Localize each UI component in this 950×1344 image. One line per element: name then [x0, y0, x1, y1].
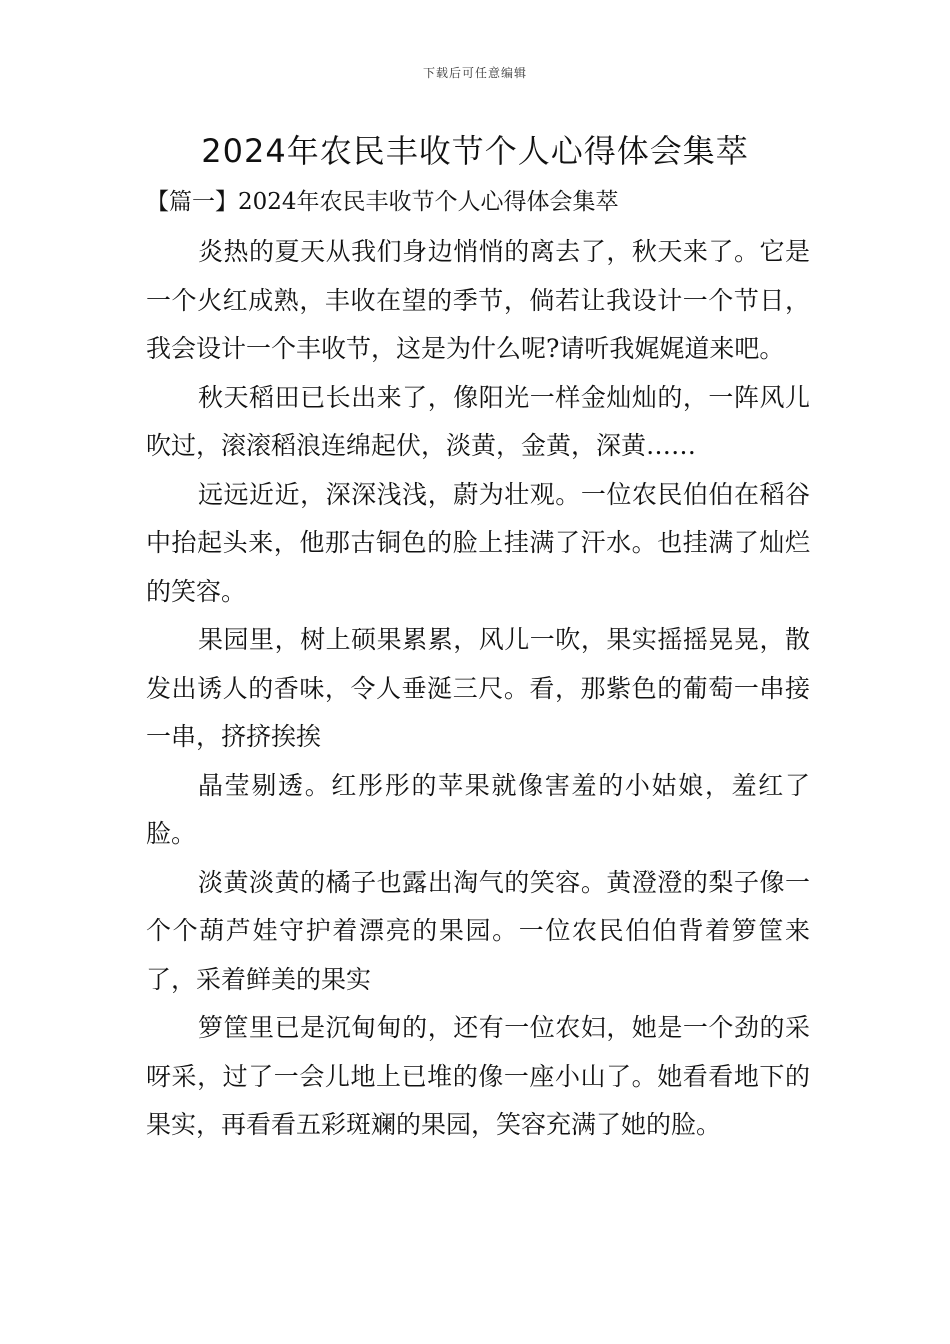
body-text — [146, 228, 810, 1150]
paragraph: 箩筐里已是沉甸甸的，还有一位农妇，她是一个劲的采呀采，过了一会儿地上已堆的像一座小山了。她看看地下的果实，再看看五彩斑斓的果园，笑容充满了她的脸。 — [146, 1013, 810, 1139]
paragraph: 淡黄淡黄的橘子也露出淘气的笑容。黄澄澄的梨子像一个个葫芦娃守护着漂亮的果园。一位农民伯伯背着箩筐来了，采着鲜美的果实 — [146, 867, 810, 994]
paragraph: 秋天稻田已长出来了，像阳光一样金灿灿的，一阵风儿吹过，滚滚稻浪连绵起伏，淡黄，金黄，深黄…… — [146, 382, 810, 460]
paragraph: 晶莹剔透。红彤彤的苹果就像害羞的小姑娘，羞红了脸。 — [146, 770, 810, 848]
paragraph: 炎热的夏天从我们身边悄悄的离去了，秋天来了。它是一个火红成熟，丰收在望的季节，倘若让我设计一个节日，我会设计一个丰收节，这是为什么呢?请听我娓娓道来吧。 — [146, 237, 810, 363]
section-heading: 【篇一】2024年农民丰收节个人心得体会集萃 — [146, 189, 619, 215]
document-title: 2024年农民丰收节个人心得体会集萃 — [201, 132, 749, 170]
header-note: 下载后可任意编辑 — [422, 66, 527, 80]
paragraph: 远远近近，深深浅浅，蔚为壮观。一位农民伯伯在稻谷中抬起头来，他那古铜色的脸上挂满了汗水。也挂满了灿烂的笑容。 — [146, 479, 810, 606]
paragraph: 果园里，树上硕果累累，风儿一吹，果实摇摇晃晃，散发出诱人的香味，令人垂涎三尺。看，那紫色的葡萄一串接一串，挤挤挨挨 — [146, 625, 810, 751]
